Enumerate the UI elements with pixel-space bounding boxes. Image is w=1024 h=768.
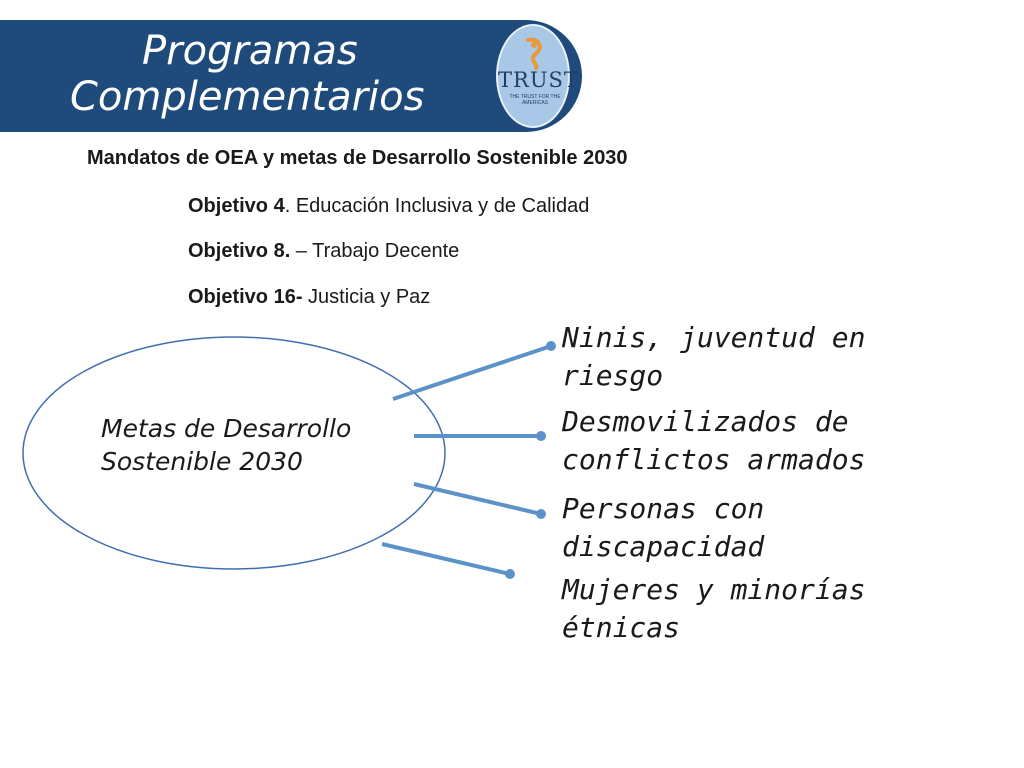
logo-wordmark: TRUST: [498, 68, 579, 92]
connector-dot-4: [505, 569, 515, 579]
connector-dot-3: [536, 509, 546, 519]
title-line-1: Programas: [142, 28, 358, 74]
branch-label-discapacidad: Personas con discapacidad: [562, 492, 765, 563]
connector-line-4: [382, 544, 510, 574]
objetivo-8-text: – Trabajo Decente: [290, 240, 460, 262]
branch-label-desmovilizados: Desmovilizados de conflictos armados: [562, 405, 866, 476]
connector-line-3: [414, 484, 541, 514]
center-label: Metas de Desarrollo Sostenible 2030: [101, 414, 352, 476]
objetivo-16-label: Objetivo 16-: [188, 286, 303, 308]
connector-dot-1: [546, 341, 556, 351]
objetivo-4-label: Objetivo 4: [188, 195, 285, 217]
logo-subtitle: THE TRUST FOR THE AMERICAS: [509, 94, 561, 106]
title-line-2: Complementarios: [70, 74, 425, 120]
mandatos-heading: Mandatos de OEA y metas de Desarrollo Sostenible 2030: [87, 147, 628, 169]
connector-dot-2: [536, 431, 546, 441]
objetivo-4-text: . Educación Inclusiva y de Calidad: [284, 195, 590, 217]
objetivo-8-label: Objetivo 8.: [188, 240, 291, 262]
branch-label-ninis: Ninis, juventud en riesgo: [562, 321, 866, 392]
branch-label-mujeres: Mujeres y minorías étnicas: [562, 573, 866, 644]
objetivo-16-text: Justicia y Paz: [302, 286, 431, 308]
connector-line-1: [393, 346, 551, 399]
